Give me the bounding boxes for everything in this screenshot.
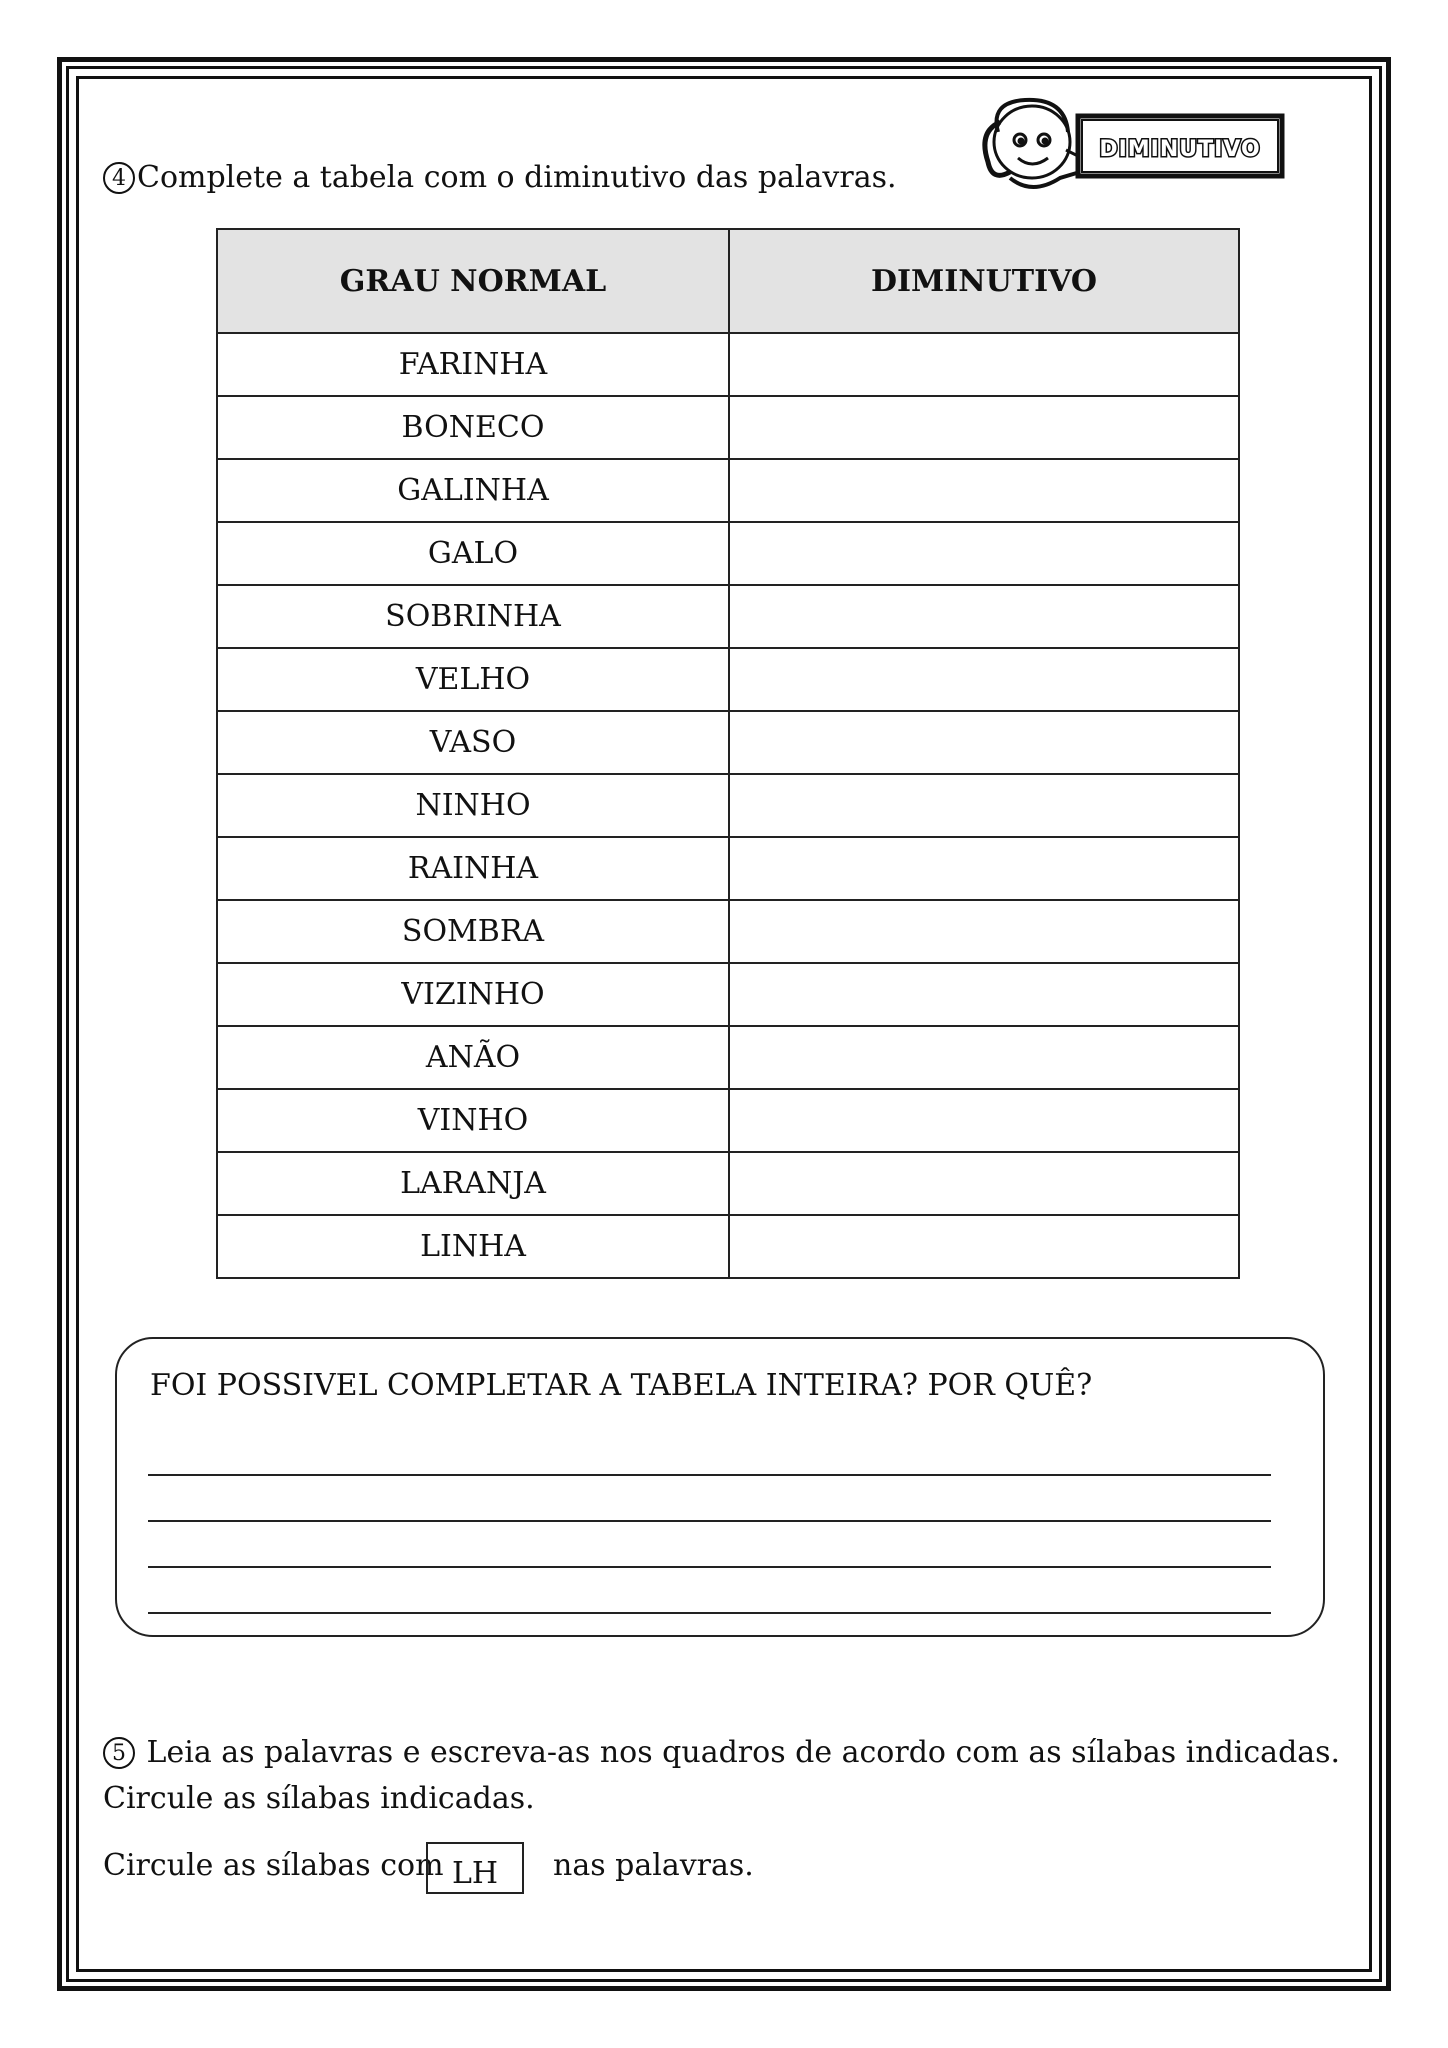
answer-cell[interactable] xyxy=(729,585,1239,648)
table-row xyxy=(217,900,1239,963)
table-row xyxy=(217,963,1239,1026)
circle-instruction-prefix: Circule as sílabas com xyxy=(103,1848,444,1883)
word-cell: LINHA xyxy=(217,1215,729,1278)
badge-label: DIMINUTIVO xyxy=(1099,137,1261,162)
header-diminutivo: DIMINUTIVO xyxy=(729,229,1239,333)
answer-line[interactable] xyxy=(148,1474,1271,1476)
word-cell: NINHO xyxy=(217,774,729,837)
table-row xyxy=(217,522,1239,585)
table-row xyxy=(217,711,1239,774)
table-row xyxy=(217,1026,1239,1089)
question-5-heading xyxy=(103,1730,1343,1822)
question-4-instruction: Complete a tabela com o diminutivo das palavras. xyxy=(137,160,897,195)
answer-cell[interactable] xyxy=(729,1152,1239,1215)
word-cell: SOMBRA xyxy=(217,900,729,963)
table-header-row xyxy=(217,229,1239,333)
answer-cell[interactable] xyxy=(729,711,1239,774)
question-5-instruction: Leia as palavras e escreva-as nos quadros de acordo com as sílabas indicadas. Circule as sílabas indicadas. xyxy=(103,1735,1341,1816)
answer-cell[interactable] xyxy=(729,837,1239,900)
answer-cell[interactable] xyxy=(729,459,1239,522)
diminutive-table xyxy=(216,228,1240,1279)
answer-cell[interactable] xyxy=(729,1215,1239,1278)
word-cell: VINHO xyxy=(217,1089,729,1152)
diminutivo-badge xyxy=(970,92,1290,212)
table-row xyxy=(217,774,1239,837)
question-box-prompt: FOI POSSIVEL COMPLETAR A TABELA INTEIRA? POR QUÊ? xyxy=(150,1368,1093,1403)
question-number-4: 4 xyxy=(103,162,135,194)
girl-cartoon-icon xyxy=(985,100,1080,187)
table-row xyxy=(217,837,1239,900)
answer-line[interactable] xyxy=(148,1520,1271,1522)
answer-cell[interactable] xyxy=(729,522,1239,585)
answer-cell[interactable] xyxy=(729,900,1239,963)
table-row xyxy=(217,396,1239,459)
syllable-box: LH xyxy=(426,1842,524,1894)
table-row xyxy=(217,1215,1239,1278)
table-row xyxy=(217,585,1239,648)
circle-instruction-suffix: nas palavras. xyxy=(553,1848,754,1883)
answer-cell[interactable] xyxy=(729,396,1239,459)
word-cell: VASO xyxy=(217,711,729,774)
word-cell: VELHO xyxy=(217,648,729,711)
word-cell: FARINHA xyxy=(217,333,729,396)
question-number-5: 5 xyxy=(103,1737,135,1769)
word-cell: GALINHA xyxy=(217,459,729,522)
table-row xyxy=(217,1089,1239,1152)
answer-cell[interactable] xyxy=(729,963,1239,1026)
answer-cell[interactable] xyxy=(729,774,1239,837)
answer-line[interactable] xyxy=(148,1612,1271,1614)
answer-cell[interactable] xyxy=(729,1026,1239,1089)
question-4-heading xyxy=(103,160,897,195)
word-cell: BONECO xyxy=(217,396,729,459)
table-row xyxy=(217,459,1239,522)
table-row xyxy=(217,1152,1239,1215)
word-cell: RAINHA xyxy=(217,837,729,900)
word-cell: SOBRINHA xyxy=(217,585,729,648)
answer-cell[interactable] xyxy=(729,333,1239,396)
answer-cell[interactable] xyxy=(729,1089,1239,1152)
answer-line[interactable] xyxy=(148,1566,1271,1568)
word-cell: ANÃO xyxy=(217,1026,729,1089)
word-cell: LARANJA xyxy=(217,1152,729,1215)
table-row xyxy=(217,333,1239,396)
answer-cell[interactable] xyxy=(729,648,1239,711)
table-row xyxy=(217,648,1239,711)
word-cell: VIZINHO xyxy=(217,963,729,1026)
header-grau-normal: GRAU NORMAL xyxy=(217,229,729,333)
word-cell: GALO xyxy=(217,522,729,585)
